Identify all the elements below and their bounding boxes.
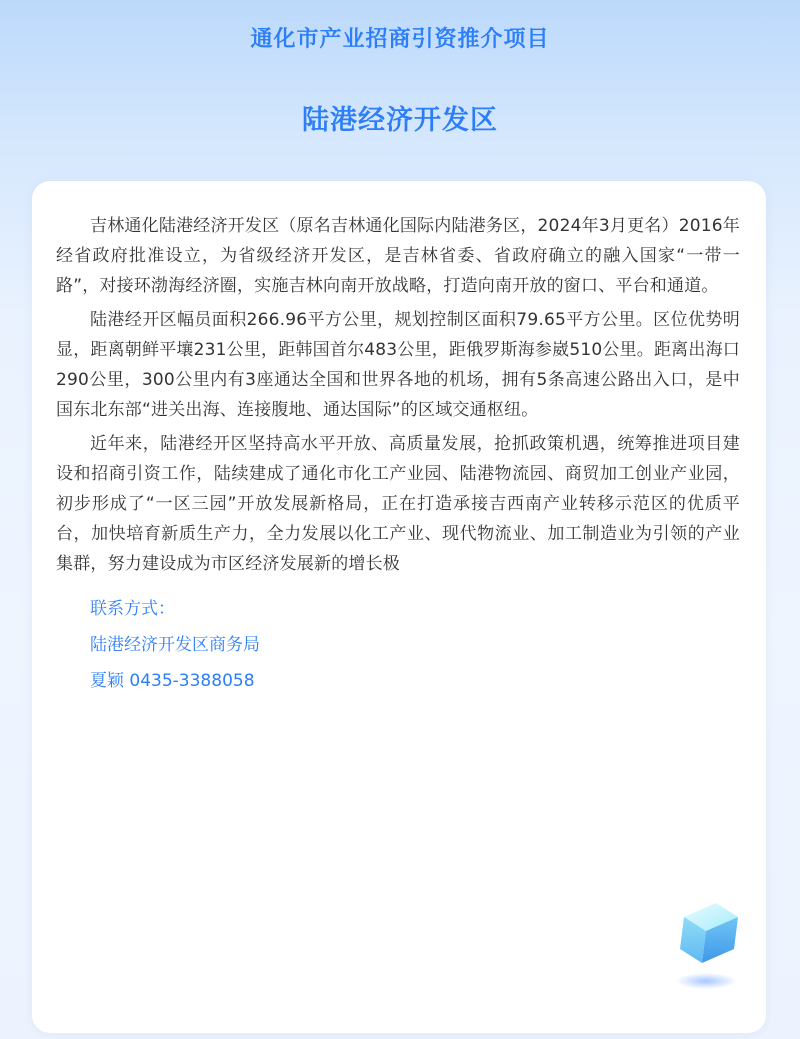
paragraph-intro: 吉林通化陆港经济开发区（原名吉林通化国际内陆港务区，2024年3月更名）2016年经省政府批准设立，为省级经济开发区，是吉林省委、省政府确立的融入国家“一带一路”，对接环渤海经济圈，实施吉林向南开放战略，打造向南开放的窗口、平台和通道。 bbox=[56, 216, 740, 296]
project-subtitle: 通化市产业招商引资推介项目 bbox=[250, 27, 550, 52]
page-title: 陆港经济开发区 bbox=[302, 105, 498, 136]
content-card bbox=[32, 181, 766, 1033]
contact-section bbox=[90, 591, 740, 699]
contact-organization: 陆港经济开发区商务局 bbox=[90, 635, 260, 655]
contact-label: 联系方式： bbox=[90, 599, 175, 619]
article-body bbox=[56, 211, 740, 699]
paragraph-development: 近年来，陆港经开区坚持高水平开放、高质量发展，抢抓政策机遇，统筹推进项目建设和招商引资工作，陆续建成了通化市化工产业园、陆港物流园、商贸加工创业产业园，初步形成了“一区三园”开放发展新格局，正在打造承接吉西南产业转移示范区的优质平台，加快培育新质生产力，全力发展以化工产业、现代物流业、加工制造业为引领的产业集群，努力建设成为市区经济发展新的增长极 bbox=[56, 434, 740, 574]
paragraph-location: 陆港经开区幅员面积266.96平方公里，规划控制区面积79.65平方公里。区位优势明显，距离朝鲜平壤231公里，距韩国首尔483公里，距俄罗斯海参崴510公里。距离出海口290公里，300公里内有3座通达全国和世界各地的机场，拥有5条高速公路出入口，是中国东北东部“进关出海、连接腹地、通达国际”的区域交通枢纽。 bbox=[56, 310, 740, 420]
contact-person-phone: 夏颖 0435-3388058 bbox=[90, 671, 255, 691]
cube-icon bbox=[672, 899, 752, 999]
